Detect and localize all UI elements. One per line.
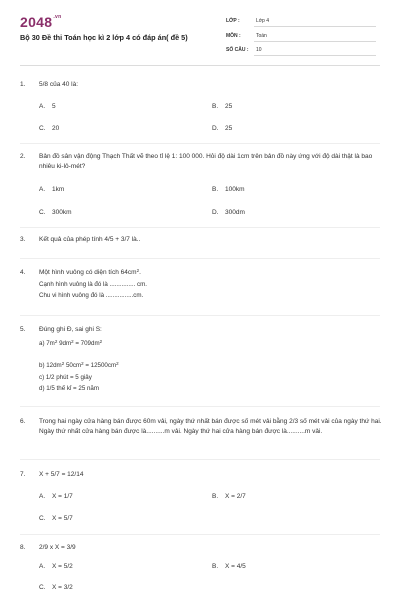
q5-item-a — [39, 339, 102, 349]
q2-option-b[interactable] — [212, 186, 245, 193]
option-letter: C. — [39, 209, 46, 216]
option-value: 300km — [52, 209, 72, 216]
meta-subject-value: Toán — [256, 33, 267, 39]
option-value: 100km — [225, 186, 245, 193]
superscript: 2 — [136, 268, 140, 273]
question-divider — [20, 406, 380, 407]
question-divider — [20, 315, 380, 316]
meta-subject-label: MÔN : — [226, 33, 241, 39]
option-letter: B. — [212, 493, 219, 500]
q8-option-c[interactable] — [39, 584, 73, 591]
text: = 12500cm — [83, 362, 117, 369]
superscript: 2 — [116, 361, 119, 366]
logo-text: 2048 — [20, 14, 53, 30]
question-divider — [20, 227, 380, 228]
option-letter: B. — [212, 103, 219, 110]
q8-option-b[interactable] — [212, 563, 246, 570]
site-logo[interactable] — [20, 14, 61, 30]
text: = 709dm — [73, 340, 100, 347]
question-divider — [20, 534, 380, 535]
text: 9dm — [57, 340, 72, 347]
header-divider — [20, 65, 380, 66]
question-text: Trong hai ngày cửa hàng bán được 60m vải, ngày thứ nhất bán được số mét vải bằng 2/3 số mét vải của ngày thứ hai. Ngày thứ nhất cửa hàng bán được là..........m vải. Ngày thứ hai cửa hàng bán được là..........m vải. — [39, 418, 382, 435]
question-text: Đúng ghi Đ, sai ghi S: — [39, 326, 102, 333]
meta-underline — [254, 55, 376, 56]
q8-option-a[interactable] — [39, 563, 73, 570]
option-letter: C. — [39, 125, 46, 132]
question-text: Kết quả của phép tính 4/5 + 3/7 là.. — [39, 236, 141, 243]
question-text: Bản đồ sân vận động Thạch Thất vẽ theo tỉ lệ 1: 100 000. Hỏi độ dài 1cm trên bản đồ này ứng với độ dài thật là bao nhiêu ki-lô-mét? — [39, 153, 373, 170]
question-number: 4. — [20, 269, 26, 276]
q5-item-b — [39, 361, 119, 371]
option-value: X = 1/7 — [52, 493, 73, 500]
option-value: 25 — [225, 103, 233, 110]
q2-option-c[interactable] — [39, 209, 72, 216]
superscript: 2 — [81, 361, 84, 366]
text: a) 7m — [39, 340, 55, 347]
q1-option-a[interactable] — [39, 103, 56, 110]
question-number: 8. — [20, 544, 26, 551]
q4-line-1-end: . — [139, 269, 141, 276]
option-value: X = 5/2 — [52, 563, 73, 570]
q1-option-c[interactable] — [39, 125, 59, 132]
question-number: 3. — [20, 236, 26, 243]
logo-ext: .vn — [53, 14, 62, 20]
question-number: 1. — [20, 81, 26, 88]
meta-underline — [254, 41, 376, 42]
meta-count-value: 10 — [256, 47, 262, 53]
question-number: 6. — [20, 418, 26, 425]
question-text: X + 5/7 = 12/14 — [39, 471, 84, 478]
option-value: X = 2/7 — [225, 493, 246, 500]
question-text — [39, 268, 379, 278]
question-divider — [20, 143, 380, 144]
superscript: 2 — [71, 339, 74, 344]
q4-line-3: Chu vi hình vuông đó là ................cm. — [39, 292, 144, 299]
meta-class-label: LỚP : — [226, 18, 240, 24]
superscript: 2 — [99, 339, 103, 344]
meta-class-value: Lớp 4 — [256, 18, 270, 24]
q2-option-a[interactable] — [39, 186, 64, 193]
option-letter: A. — [39, 493, 46, 500]
question-number: 5. — [20, 326, 26, 333]
meta-underline — [254, 26, 376, 27]
option-value: 20 — [52, 125, 60, 132]
question-number: 2. — [20, 153, 26, 160]
option-letter: B. — [212, 186, 219, 193]
q1-option-b[interactable] — [212, 103, 232, 110]
option-letter: D. — [212, 209, 219, 216]
question-number: 7. — [20, 471, 26, 478]
option-letter: C. — [39, 584, 46, 591]
q5-item-c: c) 1/2 phút = 5 giây — [39, 374, 92, 381]
q7-option-c[interactable] — [39, 515, 73, 522]
q4-line-2: Cạnh hình vuông là đó là ............... cm. — [39, 281, 147, 288]
option-letter: C. — [39, 515, 46, 522]
text: b) 12dm — [39, 362, 62, 369]
q5-item-d: d) 1/5 thế kỉ = 25 năm — [39, 385, 100, 392]
q4-line-1: Một hình vuông có diện tích 64cm — [39, 269, 137, 276]
option-value: 300dm — [225, 209, 245, 216]
meta-count-label: SỐ CÂU : — [226, 47, 249, 53]
q7-option-b[interactable] — [212, 493, 246, 500]
option-letter: A. — [39, 186, 46, 193]
text: 50cm — [64, 362, 82, 369]
option-value: X = 3/2 — [52, 584, 73, 591]
page-title: Bộ 30 Đề thi Toán học kì 2 lớp 4 có đáp án( đề 5) — [20, 33, 188, 42]
option-value: 5 — [52, 103, 56, 110]
superscript: 2 — [61, 361, 65, 366]
option-value: X = 4/5 — [225, 563, 246, 570]
option-letter: D. — [212, 125, 219, 132]
superscript: 2 — [54, 339, 58, 344]
option-letter: A. — [39, 563, 46, 570]
option-value: 25 — [225, 125, 233, 132]
question-text: 5/8 của 40 là: — [39, 81, 79, 88]
q2-option-d[interactable] — [212, 209, 245, 216]
option-letter: B. — [212, 563, 219, 570]
option-value: 1km — [52, 186, 65, 193]
q7-option-a[interactable] — [39, 493, 73, 500]
question-divider — [20, 459, 380, 460]
question-text: 2/9 x X = 3/9 — [39, 544, 76, 551]
question-divider — [20, 258, 380, 259]
option-letter: A. — [39, 103, 46, 110]
option-value: X = 5/7 — [52, 515, 73, 522]
q1-option-d[interactable] — [212, 125, 232, 132]
